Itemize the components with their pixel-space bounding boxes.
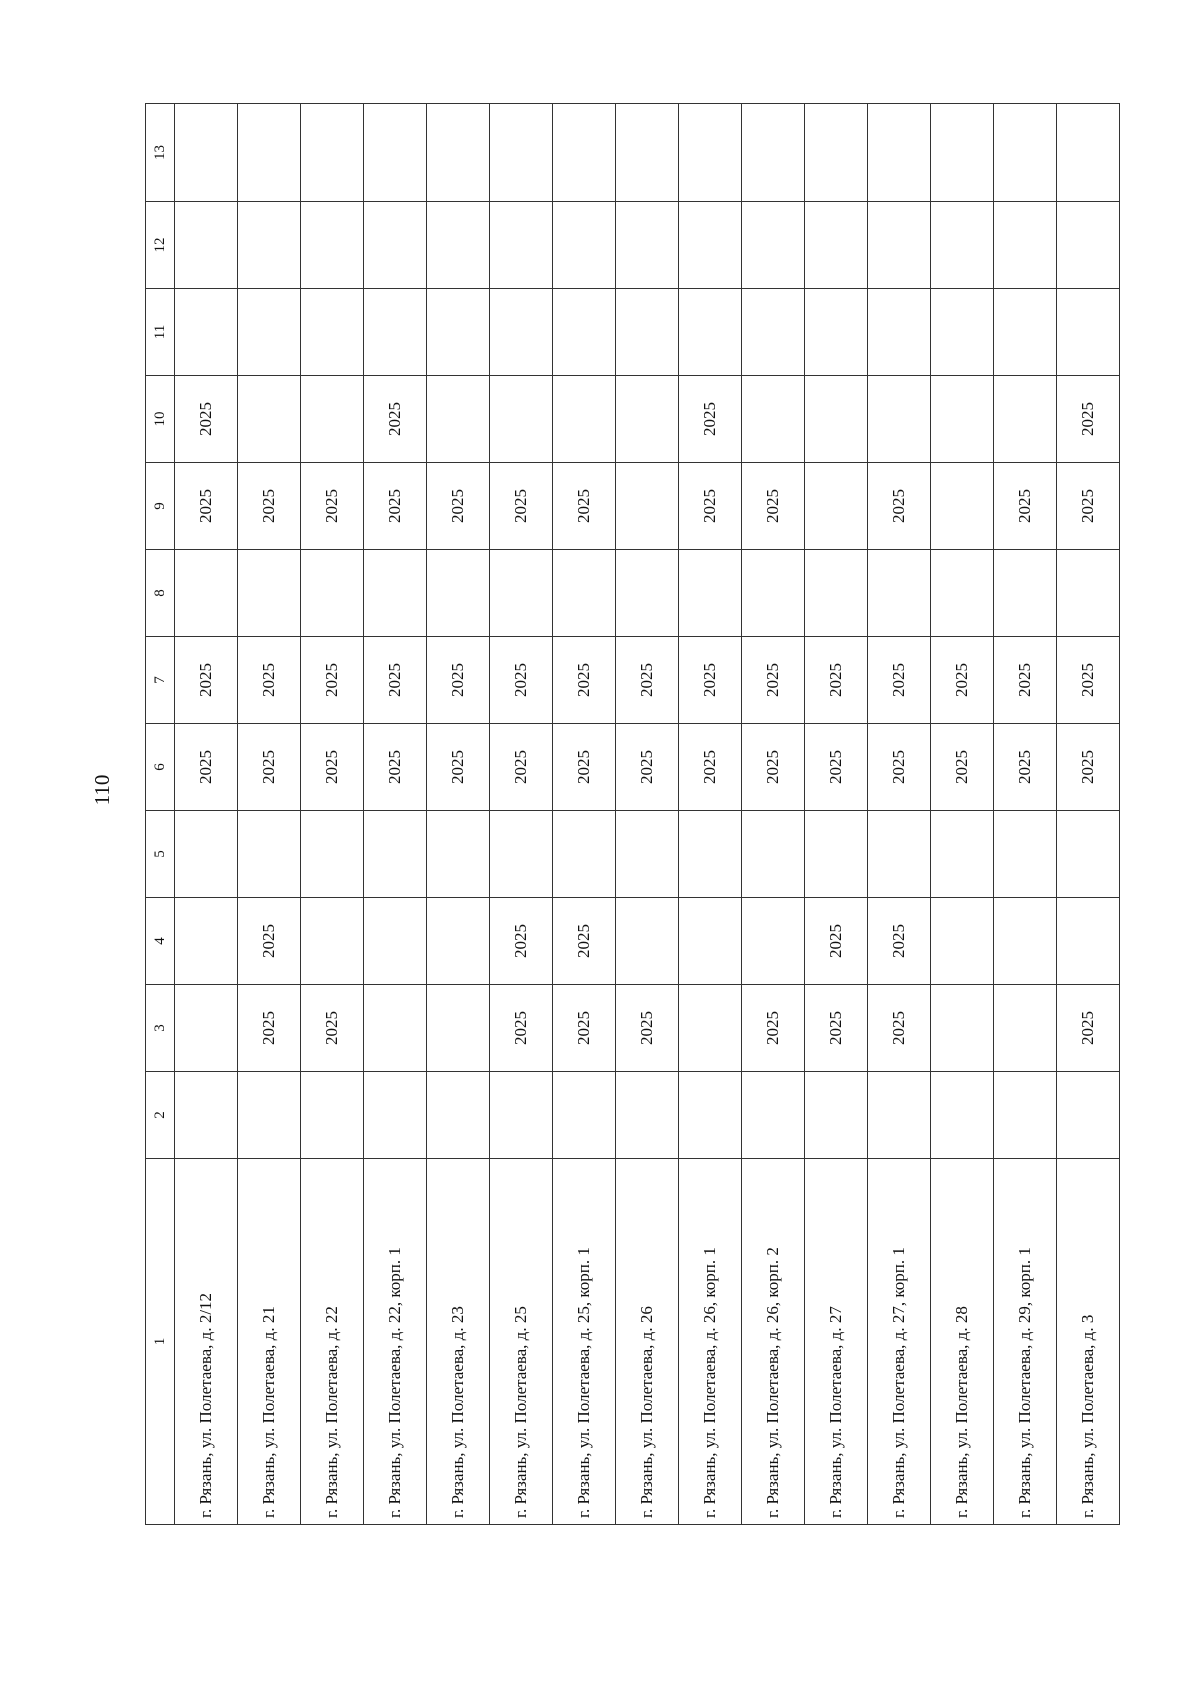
table-cell-col-2: [553, 1072, 616, 1159]
table-cell-col-2: [238, 1072, 301, 1159]
table-cell-col-9: 2025: [553, 463, 616, 550]
table-cell-col-5: [679, 811, 742, 898]
table-cell-col-5: [553, 811, 616, 898]
table-cell-col-10: [490, 376, 553, 463]
table-cell-col-8: [238, 550, 301, 637]
table-cell-col-6: 2025: [238, 724, 301, 811]
table-cell-col-7: 2025: [742, 637, 805, 724]
table-cell-col-2: [994, 1072, 1057, 1159]
table-cell-col-12: [679, 202, 742, 289]
table-cell-col-13: [301, 104, 364, 202]
table-row: [742, 104, 805, 1525]
table-cell-col-4: [742, 898, 805, 985]
table-cell-col-3: 2025: [742, 985, 805, 1072]
table-cell-col-2: [301, 1072, 364, 1159]
table-row: [679, 104, 742, 1525]
table-cell-col-3: [364, 985, 427, 1072]
table-cell-col-3: 2025: [616, 985, 679, 1072]
table-row: [364, 104, 427, 1525]
table-cell-col-11: [805, 289, 868, 376]
table-cell-col-3: [427, 985, 490, 1072]
table-cell-col-10: [994, 376, 1057, 463]
table-cell-col-12: [364, 202, 427, 289]
table-cell-col-5: [742, 811, 805, 898]
address-cell: г. Рязань, ул. Полетаева, д. 26: [616, 1159, 679, 1525]
table-cell-col-9: 2025: [427, 463, 490, 550]
table-cell-col-11: [490, 289, 553, 376]
table-cell-col-8: [616, 550, 679, 637]
table-row: [805, 104, 868, 1525]
table-cell-col-10: [553, 376, 616, 463]
table-cell-col-12: [994, 202, 1057, 289]
table-cell-col-3: 2025: [301, 985, 364, 1072]
table-cell-col-12: [868, 202, 931, 289]
table-row: [994, 104, 1057, 1525]
table-cell-col-5: [1057, 811, 1120, 898]
table-cell-col-8: [868, 550, 931, 637]
table-cell-col-10: 2025: [175, 376, 238, 463]
table-cell-col-11: [742, 289, 805, 376]
table-cell-col-12: [742, 202, 805, 289]
table-cell-col-6: 2025: [553, 724, 616, 811]
table-cell-col-6: 2025: [679, 724, 742, 811]
schedule-table: [145, 103, 1120, 1525]
table-cell-col-2: [175, 1072, 238, 1159]
table-cell-col-13: [805, 104, 868, 202]
table-cell-col-3: 2025: [553, 985, 616, 1072]
table-cell-col-4: [364, 898, 427, 985]
table-cell-col-11: [931, 289, 994, 376]
table-cell-col-13: [931, 104, 994, 202]
table-cell-col-12: [616, 202, 679, 289]
column-header-10: 10: [146, 376, 175, 463]
table-row: [553, 104, 616, 1525]
table-cell-col-10: 2025: [679, 376, 742, 463]
table-cell-col-5: [616, 811, 679, 898]
column-header-3: 3: [146, 985, 175, 1072]
table-cell-col-9: [805, 463, 868, 550]
table-cell-col-4: 2025: [490, 898, 553, 985]
table-cell-col-2: [868, 1072, 931, 1159]
table-cell-col-12: [490, 202, 553, 289]
table-cell-col-3: 2025: [490, 985, 553, 1072]
address-cell: г. Рязань, ул. Полетаева, д. 23: [427, 1159, 490, 1525]
table-cell-col-8: [1057, 550, 1120, 637]
table-cell-col-4: [301, 898, 364, 985]
address-cell: г. Рязань, ул. Полетаева, д. 22, корп. 1: [364, 1159, 427, 1525]
address-cell: г. Рязань, ул. Полетаева, д. 27, корп. 1: [868, 1159, 931, 1525]
table-cell-col-13: [868, 104, 931, 202]
table-cell-col-5: [427, 811, 490, 898]
table-row: [175, 104, 238, 1525]
table-cell-col-5: [238, 811, 301, 898]
column-header-7: 7: [146, 637, 175, 724]
table-cell-col-8: [742, 550, 805, 637]
column-header-2: 2: [146, 1072, 175, 1159]
table-cell-col-7: 2025: [175, 637, 238, 724]
column-header-13: 13: [146, 104, 175, 202]
table-cell-col-4: 2025: [553, 898, 616, 985]
column-header-8: 8: [146, 550, 175, 637]
table-cell-col-4: 2025: [238, 898, 301, 985]
table-cell-col-7: 2025: [490, 637, 553, 724]
table-cell-col-4: [616, 898, 679, 985]
table-cell-col-10: [742, 376, 805, 463]
table-row: [616, 104, 679, 1525]
column-header-11: 11: [146, 289, 175, 376]
table-cell-col-10: [427, 376, 490, 463]
table-cell-col-3: [931, 985, 994, 1072]
table-cell-col-8: [553, 550, 616, 637]
table-row: [931, 104, 994, 1525]
table-row: [490, 104, 553, 1525]
table-cell-col-13: [679, 104, 742, 202]
table-cell-col-12: [238, 202, 301, 289]
table-cell-col-13: [490, 104, 553, 202]
table-cell-col-9: [616, 463, 679, 550]
table-cell-col-8: [301, 550, 364, 637]
table-row: [427, 104, 490, 1525]
table-cell-col-5: [364, 811, 427, 898]
column-header-9: 9: [146, 463, 175, 550]
table-cell-col-12: [427, 202, 490, 289]
table-cell-col-2: [427, 1072, 490, 1159]
table-cell-col-11: [553, 289, 616, 376]
table-cell-col-10: 2025: [364, 376, 427, 463]
table-cell-col-5: [490, 811, 553, 898]
table-cell-col-10: [238, 376, 301, 463]
table-cell-col-5: [175, 811, 238, 898]
address-cell: г. Рязань, ул. Полетаева, д. 28: [931, 1159, 994, 1525]
table-cell-col-10: [805, 376, 868, 463]
column-header-6: 6: [146, 724, 175, 811]
table-cell-col-8: [931, 550, 994, 637]
table-cell-col-6: 2025: [994, 724, 1057, 811]
table-cell-col-4: [931, 898, 994, 985]
table-cell-col-7: 2025: [679, 637, 742, 724]
column-header-1: 1: [146, 1159, 175, 1525]
table-cell-col-7: 2025: [616, 637, 679, 724]
table-cell-col-6: 2025: [1057, 724, 1120, 811]
table-cell-col-5: [301, 811, 364, 898]
table-cell-col-7: 2025: [994, 637, 1057, 724]
table-cell-col-2: [1057, 1072, 1120, 1159]
table-cell-col-8: [805, 550, 868, 637]
table-cell-col-10: [931, 376, 994, 463]
table-cell-col-13: [1057, 104, 1120, 202]
address-cell: г. Рязань, ул. Полетаева, д. 25, корп. 1: [553, 1159, 616, 1525]
table-cell-col-3: 2025: [1057, 985, 1120, 1072]
table-cell-col-11: [1057, 289, 1120, 376]
table-cell-col-13: [238, 104, 301, 202]
address-cell: г. Рязань, ул. Полетаева, д. 25: [490, 1159, 553, 1525]
table-cell-col-9: 2025: [742, 463, 805, 550]
table-cell-col-4: [175, 898, 238, 985]
table-cell-col-6: 2025: [742, 724, 805, 811]
table-cell-col-6: 2025: [805, 724, 868, 811]
address-cell: г. Рязань, ул. Полетаева, д. 26, корп. 2: [742, 1159, 805, 1525]
table-cell-col-12: [301, 202, 364, 289]
table-row: [301, 104, 364, 1525]
table-cell-col-13: [427, 104, 490, 202]
table-cell-col-7: 2025: [238, 637, 301, 724]
table-cell-col-11: [238, 289, 301, 376]
table-cell-col-6: 2025: [616, 724, 679, 811]
address-cell: г. Рязань, ул. Полетаева, д. 26, корп. 1: [679, 1159, 742, 1525]
table-cell-col-8: [364, 550, 427, 637]
table-cell-col-9: 2025: [175, 463, 238, 550]
table-cell-col-3: [994, 985, 1057, 1072]
table-cell-col-7: 2025: [1057, 637, 1120, 724]
table-cell-col-11: [427, 289, 490, 376]
table-cell-col-4: [679, 898, 742, 985]
table-cell-col-4: [1057, 898, 1120, 985]
table-cell-col-5: [994, 811, 1057, 898]
table-cell-col-2: [742, 1072, 805, 1159]
table-cell-col-4: [427, 898, 490, 985]
table-cell-col-6: 2025: [175, 724, 238, 811]
table-cell-col-6: 2025: [868, 724, 931, 811]
table-cell-col-7: 2025: [553, 637, 616, 724]
table-cell-col-10: [868, 376, 931, 463]
table-cell-col-8: [175, 550, 238, 637]
table-row: [238, 104, 301, 1525]
table-cell-col-13: [364, 104, 427, 202]
column-header-12: 12: [146, 202, 175, 289]
table-cell-col-7: 2025: [868, 637, 931, 724]
table-cell-col-8: [427, 550, 490, 637]
column-header-4: 4: [146, 898, 175, 985]
table-cell-col-9: 2025: [301, 463, 364, 550]
table-cell-col-13: [175, 104, 238, 202]
table-cell-col-11: [994, 289, 1057, 376]
table-cell-col-6: 2025: [427, 724, 490, 811]
table-cell-col-3: 2025: [238, 985, 301, 1072]
table-cell-col-9: 2025: [679, 463, 742, 550]
table-cell-col-3: [679, 985, 742, 1072]
table-cell-col-9: [931, 463, 994, 550]
table-cell-col-10: [301, 376, 364, 463]
table-cell-col-6: 2025: [364, 724, 427, 811]
table-row: [1057, 104, 1120, 1525]
table-cell-col-6: 2025: [931, 724, 994, 811]
table-cell-col-7: 2025: [931, 637, 994, 724]
address-cell: г. Рязань, ул. Полетаева, д. 22: [301, 1159, 364, 1525]
address-cell: г. Рязань, ул. Полетаева, д. 21: [238, 1159, 301, 1525]
address-cell: г. Рязань, ул. Полетаева, д. 29, корп. 1: [994, 1159, 1057, 1525]
table-cell-col-11: [616, 289, 679, 376]
table-cell-col-4: 2025: [805, 898, 868, 985]
table-cell-col-11: [868, 289, 931, 376]
table-cell-col-4: [994, 898, 1057, 985]
table-cell-col-9: 2025: [994, 463, 1057, 550]
table-cell-col-11: [175, 289, 238, 376]
table-cell-col-9: 2025: [364, 463, 427, 550]
table-cell-col-13: [553, 104, 616, 202]
table-cell-col-9: 2025: [238, 463, 301, 550]
table-cell-col-2: [679, 1072, 742, 1159]
table-cell-col-9: 2025: [1057, 463, 1120, 550]
table-cell-col-3: 2025: [868, 985, 931, 1072]
address-cell: г. Рязань, ул. Полетаева, д. 27: [805, 1159, 868, 1525]
table-cell-col-5: [805, 811, 868, 898]
table-cell-col-11: [301, 289, 364, 376]
table-row: [868, 104, 931, 1525]
table-cell-col-5: [868, 811, 931, 898]
table-cell-col-11: [364, 289, 427, 376]
header-row: [146, 104, 175, 1525]
table-cell-col-5: [931, 811, 994, 898]
table-cell-col-3: 2025: [805, 985, 868, 1072]
table-cell-col-13: [616, 104, 679, 202]
column-header-5: 5: [146, 811, 175, 898]
table-cell-col-2: [931, 1072, 994, 1159]
table-cell-col-2: [364, 1072, 427, 1159]
table-cell-col-7: 2025: [301, 637, 364, 724]
table-cell-col-7: 2025: [364, 637, 427, 724]
schedule-table-wrapper: [145, 105, 1097, 1525]
table-cell-col-10: [616, 376, 679, 463]
table-cell-col-8: [994, 550, 1057, 637]
table-body: [175, 104, 1120, 1525]
table-cell-col-3: [175, 985, 238, 1072]
table-cell-col-12: [931, 202, 994, 289]
page-number: 110: [89, 774, 114, 806]
table-cell-col-7: 2025: [427, 637, 490, 724]
table-cell-col-2: [616, 1072, 679, 1159]
table-cell-col-6: 2025: [490, 724, 553, 811]
table-cell-col-2: [490, 1072, 553, 1159]
table-cell-col-7: 2025: [805, 637, 868, 724]
table-cell-col-13: [742, 104, 805, 202]
table-cell-col-12: [175, 202, 238, 289]
address-cell: г. Рязань, ул. Полетаева, д. 3: [1057, 1159, 1120, 1525]
table-cell-col-13: [994, 104, 1057, 202]
table-cell-col-12: [1057, 202, 1120, 289]
table-cell-col-8: [490, 550, 553, 637]
table-cell-col-2: [805, 1072, 868, 1159]
table-cell-col-12: [553, 202, 616, 289]
table-cell-col-9: 2025: [868, 463, 931, 550]
table-cell-col-4: 2025: [868, 898, 931, 985]
table-cell-col-11: [679, 289, 742, 376]
table-cell-col-6: 2025: [301, 724, 364, 811]
table-cell-col-8: [679, 550, 742, 637]
address-cell: г. Рязань, ул. Полетаева, д. 2/12: [175, 1159, 238, 1525]
table-cell-col-9: 2025: [490, 463, 553, 550]
table-cell-col-12: [805, 202, 868, 289]
table-cell-col-10: 2025: [1057, 376, 1120, 463]
